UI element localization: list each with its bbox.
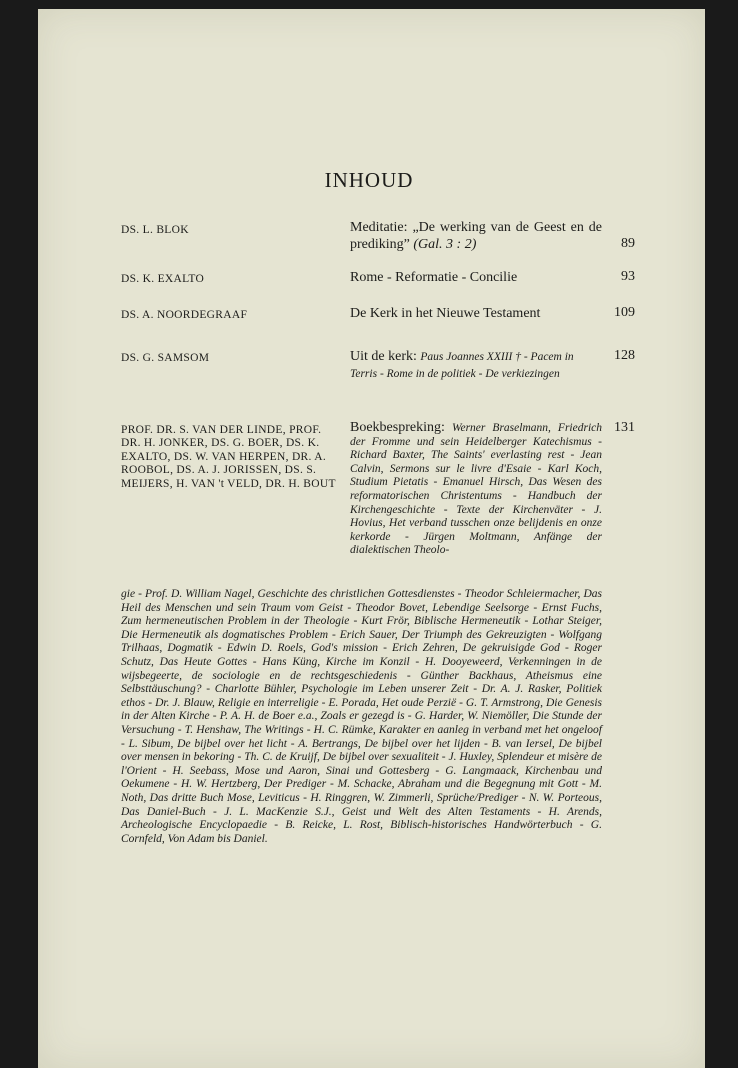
entry-page-number: 131 <box>614 420 635 435</box>
entry-page-number: 109 <box>614 305 635 320</box>
entry-title: Rome - Reformatie - Concilie <box>350 270 518 285</box>
entry-author: DS. A. NOORDEGRAAF <box>121 309 248 321</box>
review-continuation: gie - Prof. D. William Nagel, Geschichte des christlichen Gottesdienstes - Theodor Schleiermacher, Das Heil des Menschen und sein Traum vom Geist - Theodor Bovet, Lebendige Seelsorge - Ernst Fuchs, Zum hermeneutischen Problem in der Theologie - Kurt Frör, Biblische Hermeneutik - Lothar Steiger, Die Hermeneutik als dogmatisches Problem - Erich Sauer, Der Triumph des Gekreuzigten - Wolfgang Trilhaas, Dogmatik - Edwin D. Roels, God's mission - Erich Zehren, De gekruisigde God - Roger Schutz, Das Heute Gottes - Hans Küng, Kirche im Konzil - H. Dooyeweerd, Verkenningen in de wijsbegeerte, de sociologie en de rechtsgeschiedenis - Günther Backhaus, Atheismus eine Selbsttäuschung? - Charlotte Bühler, Psychologie im Leben unserer Zeit - Dr. A. J. Rasker, Politiek ethos - Dr. J. Blauw, Religie en interreligie - E. Porada, Het oude Perzië - G. T. Armstrong, Die Genesis in der Alten Kirche - P. A. H. de Boer e.a., Zoals er gezegd is - G. Harder, W. Niemöller, Die Stunde der Versuchung - T. Henshaw, The Writings - H. C. Rümke, Karakter en aanleg in verband met het ongeloof - L. Sibum, De bijbel over het licht - A. Bertrangs, De bijbel over het lijden - B. van Iersel, De bijbel over mensen in bekoring - Th. C. de Kruijf, De bijbel over sexualiteit - J. Huxley, Splendeur et misère de l'Orient - H. Seebass, Mose und Aaron, Sinai und Gottesberg - G. Langmaack, Kirchenbau und Oekumene - H. W. Hertzberg, Der Prediger - M. Schacke, Abraham und die Begegnung mit Gott - M. Noth, Das dritte Buch Mose, Leviticus - H. Ringgren, W. Zimmerli, Sprüche/Prediger - N. W. Porteous, Das Daniel-Buch - J. L. MacKenzie S.J., Geist und Welt des Alten Testaments - H. Arends, Archeologische Encyclopaedie - B. Reicke, L. Rost, Biblisch-historisches Handwörterbuch - G. Cornfeld, Von Adam bis Daniel. <box>121 588 602 845</box>
entry-title-text: Meditatie: „De werking van de Geest en de prediking” <box>350 220 602 252</box>
entry-author: DS. G. SAMSOM <box>121 352 210 364</box>
entry-author: DS. K. EXALTO <box>121 273 205 285</box>
entry-title <box>350 348 602 382</box>
entry-page-number: 89 <box>621 236 635 251</box>
entry-author: PROF. DR. S. VAN DER LINDE, PROF. DR. H. JONKER, DS. G. BOER, DS. K. EXALTO, DS. W. VAN HERPEN, DR. A. ROOBOL, DS. A. J. JORISSEN, DS. S. MEIJERS, H. VAN 't VELD, DR. H. BOUT <box>121 424 336 490</box>
entry-title-text: Uit de kerk: <box>350 349 417 364</box>
page-heading: INHOUD <box>324 168 414 192</box>
entry-subtitle: Werner Braselmann, Friedrich der Fromme und sein Heidelberger Katechismus - Richard Baxter, The Saints' everlasting rest - Jean Calvin, Sermons sur le livre d'Esaie - Karl Koch, Studium Pietatis - Emanuel Hirsch, Das Wesen des reformatorischen Christentums - Handbuch der Kirchengeschichte - Texte der Kirchenväter - J. Hovius, Het verband tusschen onze belijdenis en onze kerkorde - Jürgen Moltmann, Anfänge der dialektischen Theolo- <box>350 422 603 557</box>
entry-title-text: Boekbespreking: <box>350 420 445 435</box>
entry-title <box>350 219 602 253</box>
entry-title <box>350 421 602 558</box>
entry-author: DS. L. BLOK <box>121 224 189 236</box>
entry-page-number: 93 <box>621 269 635 284</box>
entry-title: De Kerk in het Nieuwe Testament <box>350 306 541 321</box>
entry-subtitle: Paus Joannes XXIII † - Pacem in Terris - Rome in de politiek - De verkiezingen <box>350 351 574 380</box>
entry-page-number: 128 <box>614 348 635 363</box>
entry-reference: (Gal. 3 : 2) <box>413 237 477 252</box>
